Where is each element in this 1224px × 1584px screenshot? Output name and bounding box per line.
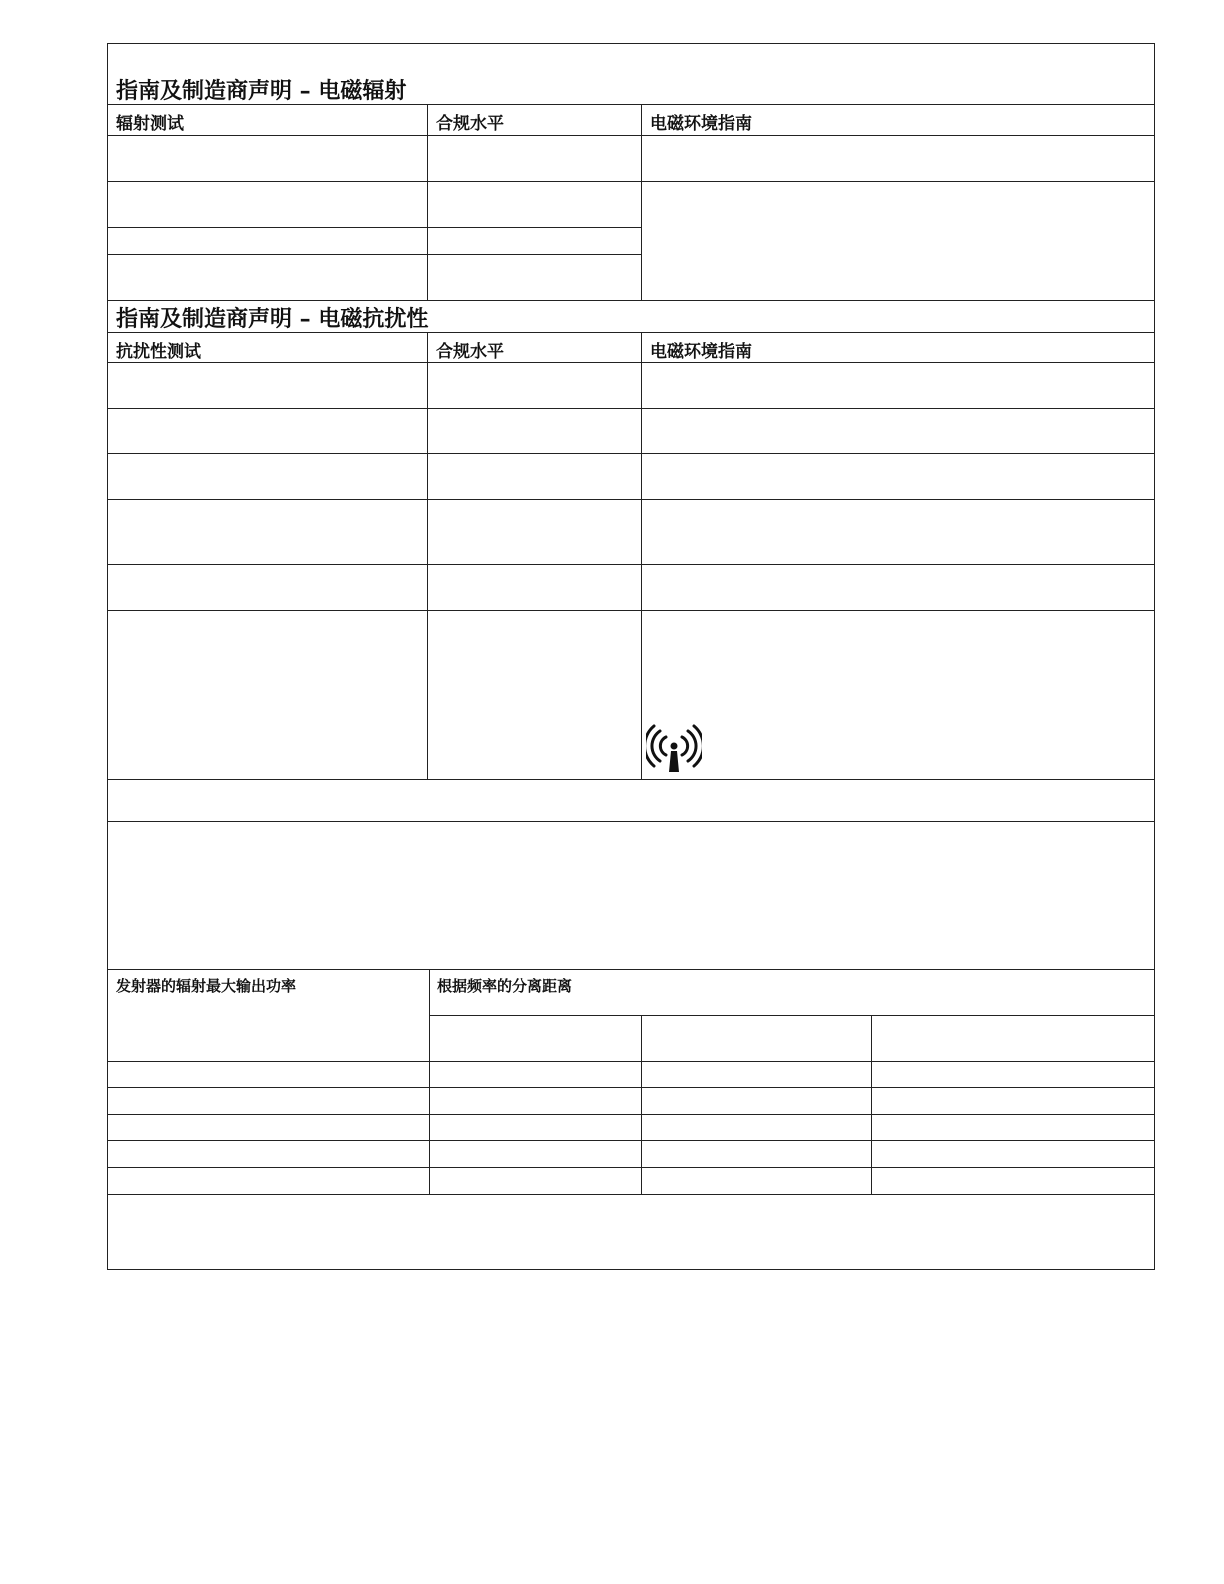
divider (429, 969, 430, 1194)
radio-transmitter-icon (646, 724, 702, 774)
emission-col-test: 辐射测试 (116, 114, 184, 134)
separation-col-distance: 根据频率的分离距离 (437, 977, 573, 995)
divider (107, 453, 1155, 454)
divider (107, 1061, 1155, 1062)
immunity-col-guidance: 电磁环境指南 (650, 342, 752, 362)
divider (107, 969, 1155, 970)
divider (107, 610, 1155, 611)
divider (641, 332, 642, 779)
divider (107, 564, 1155, 565)
divider (871, 1015, 872, 1194)
emission-col-compliance: 合规水平 (436, 114, 504, 134)
divider (107, 362, 1155, 363)
divider (107, 227, 641, 228)
divider (107, 135, 1155, 136)
divider (107, 254, 641, 255)
divider (107, 408, 1155, 409)
divider (107, 499, 1155, 500)
immunity-col-test: 抗扰性测试 (116, 342, 201, 362)
immunity-col-compliance: 合规水平 (436, 342, 504, 362)
divider (107, 1114, 1155, 1115)
divider (107, 104, 1155, 105)
emission-section-title: 指南及制造商声明 – 电磁辐射 (116, 78, 407, 104)
divider (107, 300, 1155, 301)
divider (107, 821, 1155, 822)
divider (429, 1015, 1155, 1016)
divider (107, 779, 1155, 780)
divider (107, 1167, 1155, 1168)
divider (107, 332, 1155, 333)
divider (427, 104, 428, 300)
divider (641, 104, 642, 300)
divider (427, 332, 428, 779)
divider (641, 1015, 642, 1194)
divider (107, 1140, 1155, 1141)
emission-col-guidance: 电磁环境指南 (650, 114, 752, 134)
divider (107, 1087, 1155, 1088)
divider (107, 1194, 1155, 1195)
divider (107, 181, 1155, 182)
separation-col-power: 发射器的辐射最大输出功率 (116, 977, 297, 995)
immunity-section-title: 指南及制造商声明 – 电磁抗扰性 (116, 306, 429, 332)
